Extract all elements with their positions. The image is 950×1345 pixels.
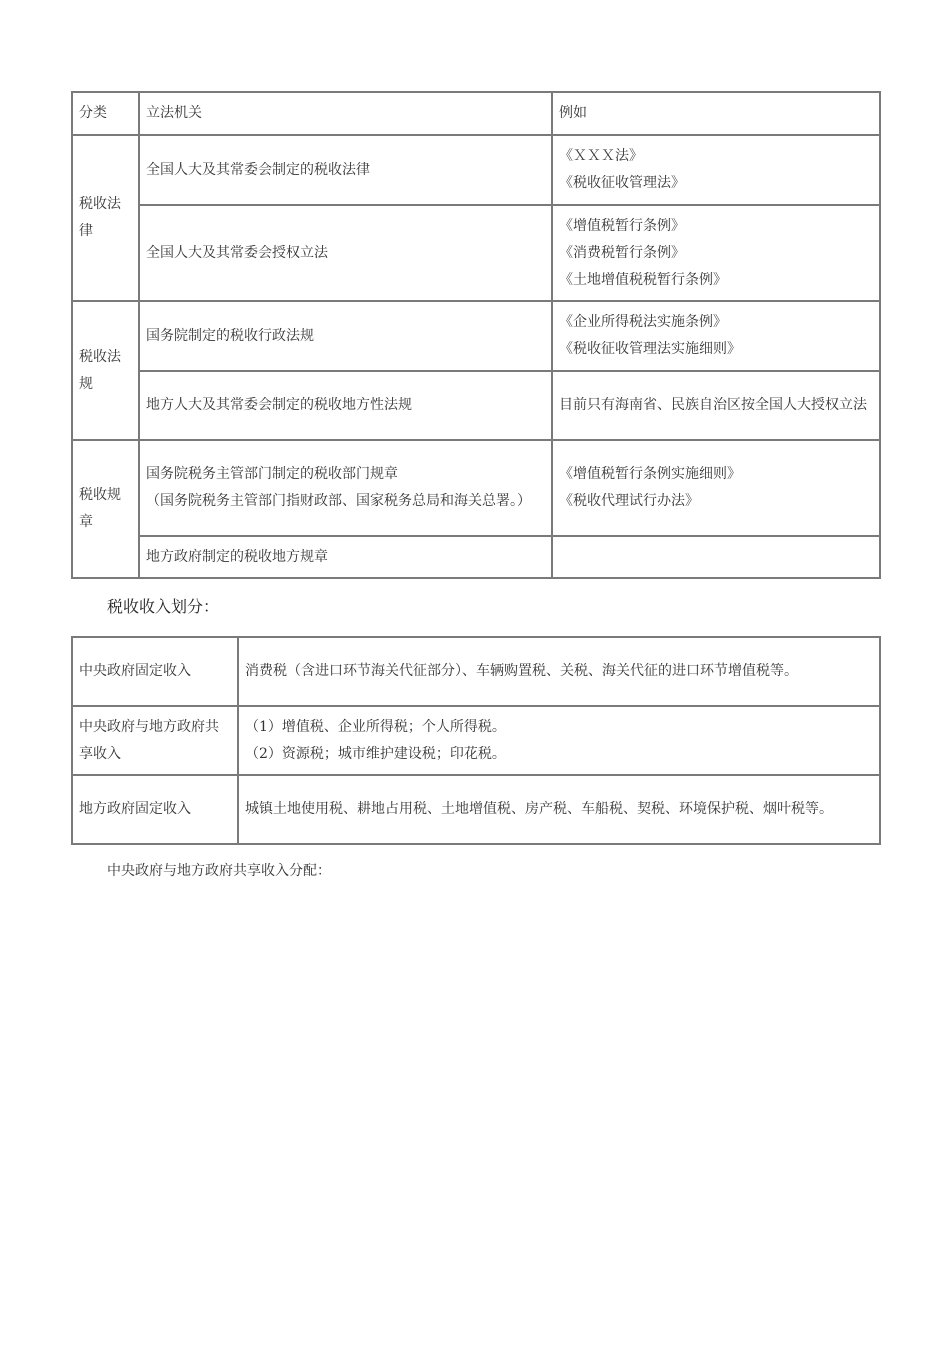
examples-cell: 《企业所得税法实施条例》 《税收征收管理法实施细则》 <box>552 301 880 371</box>
authority-cell: 国务院税务主管部门制定的税收部门规章 （国务院税务主管部门指财政部、国家税务总局和海关总署。） <box>139 440 552 536</box>
examples-cell: 《ＸＸＸ法》 《税收征收管理法》 <box>552 135 880 205</box>
table-row <box>72 706 880 775</box>
examples-cell: 《增值税暂行条例》 《消费税暂行条例》 《土地增值税税暂行条例》 <box>552 205 880 301</box>
table-row <box>72 371 880 440</box>
authority-cell: 地方政府制定的税收地方规章 <box>139 536 552 578</box>
category-cell: 税收规章 <box>72 440 139 578</box>
table-row <box>72 301 880 371</box>
examples-cell: 目前只有海南省、民族自治区按全国人大授权立法 <box>552 371 880 440</box>
table-row <box>72 440 880 536</box>
revenue-content: 消费税（含进口环节海关代征部分）、车辆购置税、关税、海关代征的进口环节增值税等。 <box>238 637 880 706</box>
header-examples: 例如 <box>552 92 880 135</box>
authority-cell: 全国人大及其常委会制定的税收法律 <box>139 135 552 205</box>
table-row <box>72 637 880 706</box>
examples-cell: 《增值税暂行条例实施细则》 《税收代理试行办法》 <box>552 440 880 536</box>
footer-paragraph: 中央政府与地方政府共享收入分配： <box>107 863 331 879</box>
section-title: 税收收入划分： <box>107 597 220 616</box>
authority-cell: 地方人大及其常委会制定的税收地方性法规 <box>139 371 552 440</box>
revenue-division-table <box>71 636 881 845</box>
authority-cell: 国务院制定的税收行政法规 <box>139 301 552 371</box>
authority-cell: 全国人大及其常委会授权立法 <box>139 205 552 301</box>
revenue-label: 中央政府固定收入 <box>72 637 238 706</box>
table-row <box>72 205 880 301</box>
table-header-row <box>72 92 880 135</box>
table-row <box>72 536 880 578</box>
table-row <box>72 775 880 844</box>
revenue-label: 中央政府与地方政府共享收入 <box>72 706 238 775</box>
revenue-content: （1）增值税、企业所得税；个人所得税。 （2）资源税；城市维护建设税；印花税。 <box>238 706 880 775</box>
category-cell: 税收法律 <box>72 135 139 301</box>
header-authority: 立法机关 <box>139 92 552 135</box>
header-category: 分类 <box>72 92 139 135</box>
table-row <box>72 135 880 205</box>
examples-cell <box>552 536 880 578</box>
category-cell: 税收法规 <box>72 301 139 440</box>
tax-law-table <box>71 91 881 579</box>
revenue-label: 地方政府固定收入 <box>72 775 238 844</box>
revenue-content: 城镇土地使用税、耕地占用税、土地增值税、房产税、车船税、契税、环境保护税、烟叶税等。 <box>238 775 880 844</box>
